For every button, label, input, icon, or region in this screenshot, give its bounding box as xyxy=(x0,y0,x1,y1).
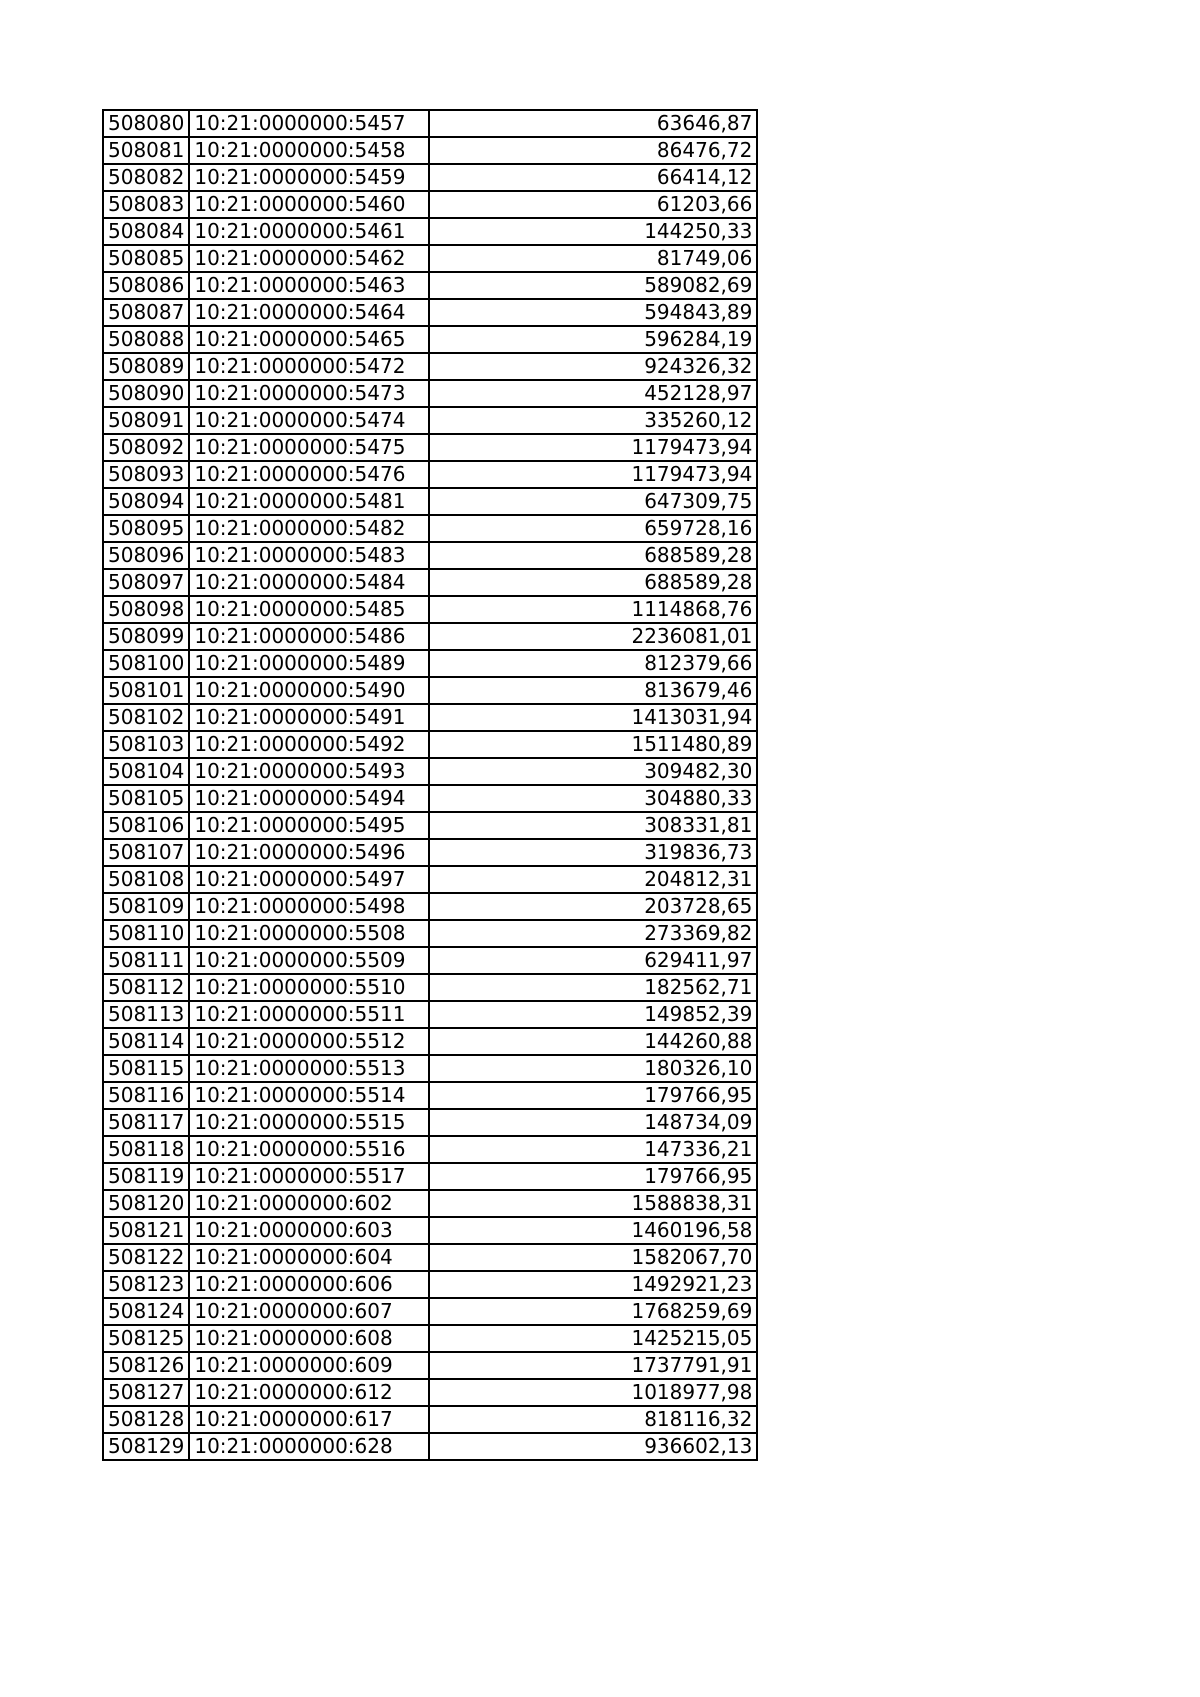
amount-cell: 308331,81 xyxy=(429,812,757,839)
cadastral-code-cell: 10:21:0000000:5510 xyxy=(189,974,429,1001)
row-id-cell: 508097 xyxy=(103,569,189,596)
amount-cell: 1179473,94 xyxy=(429,434,757,461)
table-row xyxy=(103,164,757,191)
amount-cell: 144260,88 xyxy=(429,1028,757,1055)
cadastral-code-cell: 10:21:0000000:5514 xyxy=(189,1082,429,1109)
row-id-cell: 508088 xyxy=(103,326,189,353)
table-row xyxy=(103,110,757,137)
cadastral-code-cell: 10:21:0000000:5490 xyxy=(189,677,429,704)
cadastral-code-cell: 10:21:0000000:609 xyxy=(189,1352,429,1379)
cadastral-code-cell: 10:21:0000000:5516 xyxy=(189,1136,429,1163)
amount-cell: 2236081,01 xyxy=(429,623,757,650)
amount-cell: 149852,39 xyxy=(429,1001,757,1028)
table-row xyxy=(103,1001,757,1028)
amount-cell: 659728,16 xyxy=(429,515,757,542)
row-id-cell: 508109 xyxy=(103,893,189,920)
amount-cell: 180326,10 xyxy=(429,1055,757,1082)
cadastral-code-cell: 10:21:0000000:5486 xyxy=(189,623,429,650)
cadastral-code-cell: 10:21:0000000:5458 xyxy=(189,137,429,164)
table-row xyxy=(103,434,757,461)
cadastral-code-cell: 10:21:0000000:5476 xyxy=(189,461,429,488)
table-row xyxy=(103,380,757,407)
amount-cell: 1425215,05 xyxy=(429,1325,757,1352)
cadastral-code-cell: 10:21:0000000:602 xyxy=(189,1190,429,1217)
row-id-cell: 508122 xyxy=(103,1244,189,1271)
table-row xyxy=(103,1082,757,1109)
row-id-cell: 508120 xyxy=(103,1190,189,1217)
amount-cell: 924326,32 xyxy=(429,353,757,380)
amount-cell: 452128,97 xyxy=(429,380,757,407)
cadastral-code-cell: 10:21:0000000:5464 xyxy=(189,299,429,326)
amount-cell: 179766,95 xyxy=(429,1082,757,1109)
row-id-cell: 508090 xyxy=(103,380,189,407)
row-id-cell: 508096 xyxy=(103,542,189,569)
row-id-cell: 508116 xyxy=(103,1082,189,1109)
amount-cell: 1114868,76 xyxy=(429,596,757,623)
row-id-cell: 508124 xyxy=(103,1298,189,1325)
cadastral-code-cell: 10:21:0000000:612 xyxy=(189,1379,429,1406)
row-id-cell: 508091 xyxy=(103,407,189,434)
table-row xyxy=(103,677,757,704)
table-row xyxy=(103,1190,757,1217)
amount-cell: 688589,28 xyxy=(429,542,757,569)
row-id-cell: 508107 xyxy=(103,839,189,866)
cadastral-code-cell: 10:21:0000000:5509 xyxy=(189,947,429,974)
table-row xyxy=(103,1055,757,1082)
cadastral-code-cell: 10:21:0000000:5465 xyxy=(189,326,429,353)
table-row xyxy=(103,1433,757,1460)
amount-cell: 1588838,31 xyxy=(429,1190,757,1217)
row-id-cell: 508095 xyxy=(103,515,189,542)
row-id-cell: 508080 xyxy=(103,110,189,137)
cadastral-code-cell: 10:21:0000000:5494 xyxy=(189,785,429,812)
data-table xyxy=(102,109,758,1461)
table-row xyxy=(103,920,757,947)
table-row xyxy=(103,650,757,677)
table-row xyxy=(103,1217,757,1244)
row-id-cell: 508114 xyxy=(103,1028,189,1055)
table-row xyxy=(103,1028,757,1055)
cadastral-code-cell: 10:21:0000000:5513 xyxy=(189,1055,429,1082)
row-id-cell: 508092 xyxy=(103,434,189,461)
row-id-cell: 508099 xyxy=(103,623,189,650)
cadastral-code-cell: 10:21:0000000:5472 xyxy=(189,353,429,380)
row-id-cell: 508093 xyxy=(103,461,189,488)
row-id-cell: 508104 xyxy=(103,758,189,785)
table-row xyxy=(103,1298,757,1325)
table-row xyxy=(103,245,757,272)
table-row xyxy=(103,1325,757,1352)
cadastral-code-cell: 10:21:0000000:628 xyxy=(189,1433,429,1460)
cadastral-code-cell: 10:21:0000000:5495 xyxy=(189,812,429,839)
amount-cell: 1582067,70 xyxy=(429,1244,757,1271)
amount-cell: 182562,71 xyxy=(429,974,757,1001)
amount-cell: 813679,46 xyxy=(429,677,757,704)
table-row xyxy=(103,137,757,164)
cadastral-code-cell: 10:21:0000000:607 xyxy=(189,1298,429,1325)
row-id-cell: 508089 xyxy=(103,353,189,380)
table-row xyxy=(103,1271,757,1298)
cadastral-code-cell: 10:21:0000000:5457 xyxy=(189,110,429,137)
table-row xyxy=(103,1352,757,1379)
cadastral-code-cell: 10:21:0000000:5475 xyxy=(189,434,429,461)
table-row xyxy=(103,569,757,596)
amount-cell: 273369,82 xyxy=(429,920,757,947)
table-row xyxy=(103,542,757,569)
row-id-cell: 508094 xyxy=(103,488,189,515)
table-row xyxy=(103,704,757,731)
table-row xyxy=(103,488,757,515)
cadastral-code-cell: 10:21:0000000:5474 xyxy=(189,407,429,434)
amount-cell: 647309,75 xyxy=(429,488,757,515)
cadastral-code-cell: 10:21:0000000:5481 xyxy=(189,488,429,515)
amount-cell: 1018977,98 xyxy=(429,1379,757,1406)
row-id-cell: 508102 xyxy=(103,704,189,731)
amount-cell: 596284,19 xyxy=(429,326,757,353)
cadastral-code-cell: 10:21:0000000:5482 xyxy=(189,515,429,542)
cadastral-code-cell: 10:21:0000000:5517 xyxy=(189,1163,429,1190)
table-body xyxy=(103,110,757,1460)
table-row xyxy=(103,191,757,218)
row-id-cell: 508115 xyxy=(103,1055,189,1082)
table-row xyxy=(103,731,757,758)
row-id-cell: 508117 xyxy=(103,1109,189,1136)
row-id-cell: 508123 xyxy=(103,1271,189,1298)
amount-cell: 812379,66 xyxy=(429,650,757,677)
amount-cell: 594843,89 xyxy=(429,299,757,326)
cadastral-code-cell: 10:21:0000000:5483 xyxy=(189,542,429,569)
table-row xyxy=(103,326,757,353)
amount-cell: 147336,21 xyxy=(429,1136,757,1163)
row-id-cell: 508085 xyxy=(103,245,189,272)
table-row xyxy=(103,407,757,434)
table-row xyxy=(103,785,757,812)
table-row xyxy=(103,515,757,542)
table-row xyxy=(103,353,757,380)
amount-cell: 1460196,58 xyxy=(429,1217,757,1244)
cadastral-code-cell: 10:21:0000000:5515 xyxy=(189,1109,429,1136)
row-id-cell: 508084 xyxy=(103,218,189,245)
row-id-cell: 508086 xyxy=(103,272,189,299)
row-id-cell: 508083 xyxy=(103,191,189,218)
table-row xyxy=(103,299,757,326)
amount-cell: 629411,97 xyxy=(429,947,757,974)
amount-cell: 1511480,89 xyxy=(429,731,757,758)
cadastral-code-cell: 10:21:0000000:5497 xyxy=(189,866,429,893)
row-id-cell: 508128 xyxy=(103,1406,189,1433)
cadastral-code-cell: 10:21:0000000:5512 xyxy=(189,1028,429,1055)
cadastral-code-cell: 10:21:0000000:5508 xyxy=(189,920,429,947)
row-id-cell: 508108 xyxy=(103,866,189,893)
cadastral-code-cell: 10:21:0000000:5489 xyxy=(189,650,429,677)
cadastral-code-cell: 10:21:0000000:5473 xyxy=(189,380,429,407)
row-id-cell: 508111 xyxy=(103,947,189,974)
amount-cell: 203728,65 xyxy=(429,893,757,920)
amount-cell: 63646,87 xyxy=(429,110,757,137)
row-id-cell: 508101 xyxy=(103,677,189,704)
amount-cell: 1768259,69 xyxy=(429,1298,757,1325)
cadastral-code-cell: 10:21:0000000:5485 xyxy=(189,596,429,623)
table-row xyxy=(103,272,757,299)
table-row xyxy=(103,1109,757,1136)
cadastral-code-cell: 10:21:0000000:617 xyxy=(189,1406,429,1433)
row-id-cell: 508087 xyxy=(103,299,189,326)
amount-cell: 81749,06 xyxy=(429,245,757,272)
amount-cell: 304880,33 xyxy=(429,785,757,812)
amount-cell: 936602,13 xyxy=(429,1433,757,1460)
amount-cell: 589082,69 xyxy=(429,272,757,299)
table-row xyxy=(103,947,757,974)
cadastral-code-cell: 10:21:0000000:603 xyxy=(189,1217,429,1244)
amount-cell: 309482,30 xyxy=(429,758,757,785)
row-id-cell: 508082 xyxy=(103,164,189,191)
cadastral-code-cell: 10:21:0000000:5498 xyxy=(189,893,429,920)
table-row xyxy=(103,839,757,866)
row-id-cell: 508113 xyxy=(103,1001,189,1028)
amount-cell: 688589,28 xyxy=(429,569,757,596)
amount-cell: 1413031,94 xyxy=(429,704,757,731)
amount-cell: 335260,12 xyxy=(429,407,757,434)
table-row xyxy=(103,1136,757,1163)
amount-cell: 61203,66 xyxy=(429,191,757,218)
amount-cell: 1737791,91 xyxy=(429,1352,757,1379)
cadastral-code-cell: 10:21:0000000:5493 xyxy=(189,758,429,785)
table-row xyxy=(103,1379,757,1406)
amount-cell: 144250,33 xyxy=(429,218,757,245)
cadastral-code-cell: 10:21:0000000:5462 xyxy=(189,245,429,272)
cadastral-code-cell: 10:21:0000000:5484 xyxy=(189,569,429,596)
amount-cell: 86476,72 xyxy=(429,137,757,164)
amount-cell: 204812,31 xyxy=(429,866,757,893)
row-id-cell: 508118 xyxy=(103,1136,189,1163)
row-id-cell: 508112 xyxy=(103,974,189,1001)
row-id-cell: 508105 xyxy=(103,785,189,812)
row-id-cell: 508100 xyxy=(103,650,189,677)
row-id-cell: 508127 xyxy=(103,1379,189,1406)
row-id-cell: 508106 xyxy=(103,812,189,839)
table-row xyxy=(103,1406,757,1433)
table-row xyxy=(103,218,757,245)
cadastral-code-cell: 10:21:0000000:5492 xyxy=(189,731,429,758)
cadastral-code-cell: 10:21:0000000:5463 xyxy=(189,272,429,299)
table-row xyxy=(103,893,757,920)
cadastral-code-cell: 10:21:0000000:5460 xyxy=(189,191,429,218)
row-id-cell: 508103 xyxy=(103,731,189,758)
row-id-cell: 508081 xyxy=(103,137,189,164)
amount-cell: 148734,09 xyxy=(429,1109,757,1136)
row-id-cell: 508129 xyxy=(103,1433,189,1460)
table-row xyxy=(103,461,757,488)
cadastral-code-cell: 10:21:0000000:5511 xyxy=(189,1001,429,1028)
table-row xyxy=(103,974,757,1001)
amount-cell: 319836,73 xyxy=(429,839,757,866)
table-row xyxy=(103,596,757,623)
row-id-cell: 508126 xyxy=(103,1352,189,1379)
amount-cell: 179766,95 xyxy=(429,1163,757,1190)
row-id-cell: 508110 xyxy=(103,920,189,947)
row-id-cell: 508119 xyxy=(103,1163,189,1190)
table-row xyxy=(103,866,757,893)
amount-cell: 1492921,23 xyxy=(429,1271,757,1298)
table-row xyxy=(103,623,757,650)
cadastral-code-cell: 10:21:0000000:5459 xyxy=(189,164,429,191)
cadastral-code-cell: 10:21:0000000:604 xyxy=(189,1244,429,1271)
row-id-cell: 508121 xyxy=(103,1217,189,1244)
amount-cell: 1179473,94 xyxy=(429,461,757,488)
cadastral-code-cell: 10:21:0000000:606 xyxy=(189,1271,429,1298)
cadastral-code-cell: 10:21:0000000:608 xyxy=(189,1325,429,1352)
table-row xyxy=(103,1163,757,1190)
table-row xyxy=(103,758,757,785)
cadastral-code-cell: 10:21:0000000:5461 xyxy=(189,218,429,245)
table-row xyxy=(103,1244,757,1271)
table-row xyxy=(103,812,757,839)
amount-cell: 66414,12 xyxy=(429,164,757,191)
cadastral-code-cell: 10:21:0000000:5496 xyxy=(189,839,429,866)
cadastral-code-cell: 10:21:0000000:5491 xyxy=(189,704,429,731)
row-id-cell: 508098 xyxy=(103,596,189,623)
row-id-cell: 508125 xyxy=(103,1325,189,1352)
amount-cell: 818116,32 xyxy=(429,1406,757,1433)
